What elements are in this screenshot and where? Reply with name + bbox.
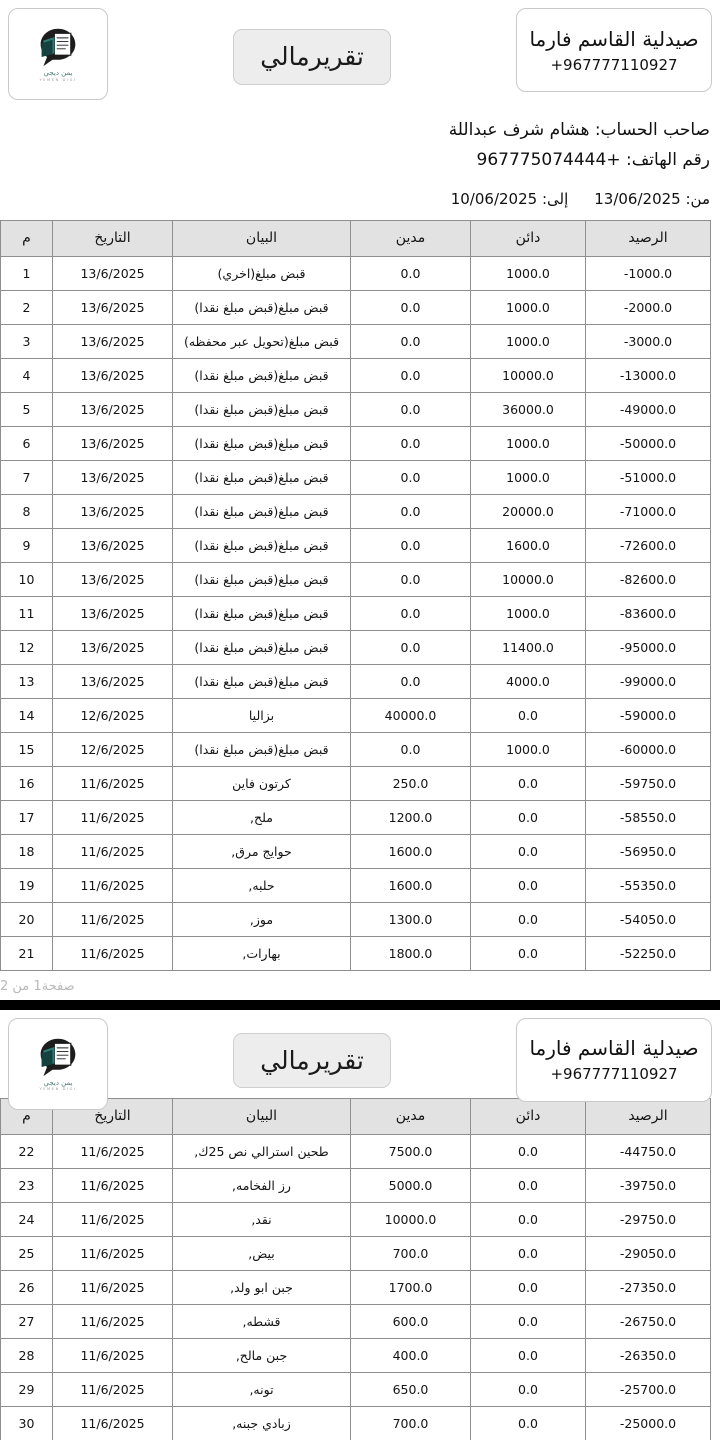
cell-balance: -27350.0: [586, 1270, 711, 1304]
cell-balance: -50000.0: [586, 426, 711, 460]
cell-debit: 0.0: [351, 528, 471, 562]
cell-description: قبض مبلغ(قبض مبلغ نقدا): [173, 732, 351, 766]
cell-debit: 0.0: [351, 290, 471, 324]
cell-debit: 400.0: [351, 1338, 471, 1372]
cell-index: 4: [1, 358, 53, 392]
col-header-index: م: [1, 220, 53, 256]
cell-credit: 36000.0: [471, 392, 586, 426]
report-page-2: [0, 1010, 720, 1440]
cell-credit: 0.0: [471, 834, 586, 868]
date-range: [0, 176, 720, 220]
cell-credit: 0.0: [471, 800, 586, 834]
ledger-body-page-2: [1, 1134, 711, 1440]
table-row: [1, 868, 711, 902]
table-row: [1, 698, 711, 732]
cell-description: قبض مبلغ(قبض مبلغ نقدا): [173, 358, 351, 392]
cell-index: 22: [1, 1134, 53, 1168]
cell-balance: -60000.0: [586, 732, 711, 766]
cell-balance: -49000.0: [586, 392, 711, 426]
cell-debit: 0.0: [351, 460, 471, 494]
cell-description: قبض مبلغ(اخري): [173, 256, 351, 290]
cell-credit: 10000.0: [471, 562, 586, 596]
table-row: [1, 664, 711, 698]
cell-description: قبض مبلغ(قبض مبلغ نقدا): [173, 426, 351, 460]
page-title: تقريرمالي: [233, 29, 391, 85]
cell-credit: 1000.0: [471, 256, 586, 290]
table-header-row: [1, 220, 711, 256]
cell-description: قبض مبلغ(قبض مبلغ نقدا): [173, 528, 351, 562]
cell-debit: 0.0: [351, 596, 471, 630]
cell-credit: 4000.0: [471, 664, 586, 698]
cell-description: حوايج مرق,: [173, 834, 351, 868]
cell-description: موز,: [173, 902, 351, 936]
col-header-debit: مدين: [351, 1098, 471, 1134]
cell-date: 13/6/2025: [53, 494, 173, 528]
cell-debit: 10000.0: [351, 1202, 471, 1236]
cell-debit: 0.0: [351, 664, 471, 698]
cell-credit: 0.0: [471, 1304, 586, 1338]
cell-date: 11/6/2025: [53, 800, 173, 834]
cell-index: 8: [1, 494, 53, 528]
cell-debit: 650.0: [351, 1372, 471, 1406]
cell-debit: 600.0: [351, 1304, 471, 1338]
cell-description: قبض مبلغ(قبض مبلغ نقدا): [173, 562, 351, 596]
cell-index: 30: [1, 1406, 53, 1440]
cell-debit: 1700.0: [351, 1270, 471, 1304]
cell-description: قبض مبلغ(قبض مبلغ نقدا): [173, 664, 351, 698]
cell-date: 11/6/2025: [53, 766, 173, 800]
page-number-label: صفحة1 من 2: [0, 978, 75, 994]
cell-date: 11/6/2025: [53, 834, 173, 868]
cell-credit: 0.0: [471, 868, 586, 902]
table-row: [1, 1236, 711, 1270]
cell-debit: 0.0: [351, 324, 471, 358]
cell-debit: 7500.0: [351, 1134, 471, 1168]
cell-description: بهارات,: [173, 936, 351, 970]
cell-credit: 20000.0: [471, 494, 586, 528]
table-row: [1, 528, 711, 562]
cell-balance: -51000.0: [586, 460, 711, 494]
cell-index: 20: [1, 902, 53, 936]
cell-description: ملح,: [173, 800, 351, 834]
account-info: [0, 100, 720, 176]
report-header: [0, 0, 720, 100]
cell-debit: 0.0: [351, 732, 471, 766]
cell-credit: 0.0: [471, 1372, 586, 1406]
col-header-credit: دائن: [471, 1098, 586, 1134]
cell-balance: -58550.0: [586, 800, 711, 834]
cell-description: قبض مبلغ(قبض مبلغ نقدا): [173, 460, 351, 494]
cell-debit: 1600.0: [351, 868, 471, 902]
cell-date: 11/6/2025: [53, 1406, 173, 1440]
cell-index: 21: [1, 936, 53, 970]
cell-index: 26: [1, 1270, 53, 1304]
cell-balance: -59750.0: [586, 766, 711, 800]
table-row: [1, 834, 711, 868]
table-row: [1, 596, 711, 630]
cell-balance: -56950.0: [586, 834, 711, 868]
cell-description: قبض مبلغ(قبض مبلغ نقدا): [173, 290, 351, 324]
cell-debit: 700.0: [351, 1406, 471, 1440]
cell-debit: 700.0: [351, 1236, 471, 1270]
cell-credit: 0.0: [471, 902, 586, 936]
cell-index: 19: [1, 868, 53, 902]
table-row: [1, 902, 711, 936]
cell-description: كرتون فاين: [173, 766, 351, 800]
cell-credit: 1000.0: [471, 324, 586, 358]
cell-balance: -26750.0: [586, 1304, 711, 1338]
table-row: [1, 936, 711, 970]
account-owner: صاحب الحساب: هشام شرف عبداللة: [448, 120, 710, 140]
table-row: [1, 1202, 711, 1236]
cell-description: قبض مبلغ(قبض مبلغ نقدا): [173, 392, 351, 426]
table-row: [1, 1372, 711, 1406]
cell-description: قبض مبلغ(قبض مبلغ نقدا): [173, 630, 351, 664]
cell-credit: 0.0: [471, 1270, 586, 1304]
cell-date: 13/6/2025: [53, 358, 173, 392]
cell-balance: -72600.0: [586, 528, 711, 562]
table-row: [1, 256, 711, 290]
cell-balance: -82600.0: [586, 562, 711, 596]
cell-balance: -26350.0: [586, 1338, 711, 1372]
cell-description: قبض مبلغ(قبض مبلغ نقدا): [173, 596, 351, 630]
date-range-from: من: 13/06/2025: [594, 189, 710, 208]
ledger-body-page-1: [1, 256, 711, 970]
cell-index: 17: [1, 800, 53, 834]
cell-description: جبن ابو ولد,: [173, 1270, 351, 1304]
page-separator: [0, 1000, 720, 1010]
cell-balance: -55350.0: [586, 868, 711, 902]
col-header-credit: دائن: [471, 220, 586, 256]
col-header-balance: الرصيد: [586, 1098, 711, 1134]
logo-caption: يمن ديجي: [43, 69, 73, 78]
shop-info-box: [516, 8, 712, 92]
report-header-2: [0, 1010, 720, 1098]
cell-index: 6: [1, 426, 53, 460]
cell-debit: 0.0: [351, 256, 471, 290]
cell-date: 11/6/2025: [53, 1134, 173, 1168]
cell-index: 18: [1, 834, 53, 868]
cell-date: 12/6/2025: [53, 698, 173, 732]
cell-index: 29: [1, 1372, 53, 1406]
ledger-table-page-2: [0, 1098, 711, 1440]
cell-credit: 0.0: [471, 1202, 586, 1236]
cell-credit: 0.0: [471, 698, 586, 732]
table-row: [1, 460, 711, 494]
cell-description: قبض مبلغ(تحويل عبر محفظه): [173, 324, 351, 358]
cell-description: قشطه,: [173, 1304, 351, 1338]
cell-index: 5: [1, 392, 53, 426]
page-title-2: تقريرمالي: [233, 1033, 391, 1089]
cell-index: 14: [1, 698, 53, 732]
cell-index: 15: [1, 732, 53, 766]
cell-credit: 0.0: [471, 1338, 586, 1372]
cell-balance: -59000.0: [586, 698, 711, 732]
cell-description: تونه,: [173, 1372, 351, 1406]
cell-balance: -25700.0: [586, 1372, 711, 1406]
cell-index: 16: [1, 766, 53, 800]
cell-credit: 1000.0: [471, 426, 586, 460]
cell-index: 2: [1, 290, 53, 324]
cell-index: 1: [1, 256, 53, 290]
cell-balance: -95000.0: [586, 630, 711, 664]
cell-date: 13/6/2025: [53, 562, 173, 596]
cell-index: 25: [1, 1236, 53, 1270]
logo-caption-sub: YEMEN DIGI: [39, 77, 77, 82]
cell-balance: -1000.0: [586, 256, 711, 290]
table-row: [1, 324, 711, 358]
account-phone: رقم الهاتف: +967775074444: [476, 149, 710, 170]
logo-caption: يمن ديجي: [43, 1078, 73, 1087]
cell-date: 11/6/2025: [53, 902, 173, 936]
table-row: [1, 800, 711, 834]
cell-date: 11/6/2025: [53, 1338, 173, 1372]
cell-description: طحين استرالي نص 25ك,: [173, 1134, 351, 1168]
cell-index: 27: [1, 1304, 53, 1338]
cell-index: 7: [1, 460, 53, 494]
table-row: [1, 1338, 711, 1372]
table-row: [1, 1304, 711, 1338]
cell-index: 13: [1, 664, 53, 698]
cell-date: 11/6/2025: [53, 1304, 173, 1338]
shop-name: صيدلية القاسم فارما: [529, 1036, 699, 1060]
cell-credit: 1000.0: [471, 596, 586, 630]
cell-date: 11/6/2025: [53, 868, 173, 902]
cell-description: جبن مالح,: [173, 1338, 351, 1372]
cell-balance: -99000.0: [586, 664, 711, 698]
cell-balance: -25000.0: [586, 1406, 711, 1440]
document-speech-logo-icon: [36, 26, 80, 68]
cell-date: 13/6/2025: [53, 664, 173, 698]
shop-phone: +967777110927: [550, 55, 678, 74]
shop-phone: +967777110927: [550, 1065, 678, 1083]
table-row: [1, 630, 711, 664]
shop-name: صيدلية القاسم فارما: [529, 26, 699, 51]
cell-date: 11/6/2025: [53, 1168, 173, 1202]
cell-index: 24: [1, 1202, 53, 1236]
cell-credit: 0.0: [471, 936, 586, 970]
cell-description: رز الفخامه,: [173, 1168, 351, 1202]
cell-date: 13/6/2025: [53, 256, 173, 290]
table-row: [1, 1168, 711, 1202]
logo-caption-sub: YEMEN DIGI: [39, 1087, 77, 1092]
cell-balance: -52250.0: [586, 936, 711, 970]
company-logo-box-2: [8, 1018, 108, 1110]
cell-date: 13/6/2025: [53, 460, 173, 494]
cell-date: 13/6/2025: [53, 630, 173, 664]
col-header-description: البيان: [173, 1098, 351, 1134]
table-row: [1, 562, 711, 596]
cell-date: 11/6/2025: [53, 1202, 173, 1236]
cell-date: 13/6/2025: [53, 426, 173, 460]
cell-balance: -3000.0: [586, 324, 711, 358]
cell-balance: -39750.0: [586, 1168, 711, 1202]
cell-debit: 1800.0: [351, 936, 471, 970]
cell-debit: 1200.0: [351, 800, 471, 834]
cell-credit: 1000.0: [471, 290, 586, 324]
cell-description: بيض,: [173, 1236, 351, 1270]
cell-credit: 0.0: [471, 1134, 586, 1168]
table-row: [1, 766, 711, 800]
col-header-debit: مدين: [351, 220, 471, 256]
cell-credit: 0.0: [471, 1168, 586, 1202]
cell-balance: -29050.0: [586, 1236, 711, 1270]
cell-debit: 0.0: [351, 494, 471, 528]
cell-description: نقد,: [173, 1202, 351, 1236]
cell-index: 3: [1, 324, 53, 358]
cell-debit: 0.0: [351, 392, 471, 426]
cell-credit: 1600.0: [471, 528, 586, 562]
ledger-table-page-1: [0, 220, 711, 971]
cell-debit: 0.0: [351, 562, 471, 596]
cell-balance: -83600.0: [586, 596, 711, 630]
cell-description: حلبه,: [173, 868, 351, 902]
cell-balance: -2000.0: [586, 290, 711, 324]
cell-index: 10: [1, 562, 53, 596]
cell-credit: 10000.0: [471, 358, 586, 392]
col-header-description: البيان: [173, 220, 351, 256]
cell-index: 12: [1, 630, 53, 664]
cell-description: بزاليا: [173, 698, 351, 732]
page-footer-1: [0, 971, 720, 1000]
cell-date: 13/6/2025: [53, 596, 173, 630]
cell-credit: 1000.0: [471, 460, 586, 494]
cell-debit: 250.0: [351, 766, 471, 800]
cell-debit: 0.0: [351, 358, 471, 392]
company-logo-box: [8, 8, 108, 100]
cell-date: 11/6/2025: [53, 936, 173, 970]
col-header-date: التاريخ: [53, 1098, 173, 1134]
table-row: [1, 1270, 711, 1304]
document-speech-logo-icon: [36, 1036, 80, 1078]
cell-credit: 1000.0: [471, 732, 586, 766]
cell-description: زبادي جبنه,: [173, 1406, 351, 1440]
cell-balance: -13000.0: [586, 358, 711, 392]
cell-index: 9: [1, 528, 53, 562]
cell-date: 13/6/2025: [53, 324, 173, 358]
cell-balance: -44750.0: [586, 1134, 711, 1168]
col-header-date: التاريخ: [53, 220, 173, 256]
cell-credit: 0.0: [471, 1236, 586, 1270]
table-row: [1, 494, 711, 528]
cell-description: قبض مبلغ(قبض مبلغ نقدا): [173, 494, 351, 528]
cell-credit: 0.0: [471, 1406, 586, 1440]
table-row: [1, 1406, 711, 1440]
table-row: [1, 290, 711, 324]
cell-debit: 0.0: [351, 630, 471, 664]
cell-debit: 1600.0: [351, 834, 471, 868]
cell-date: 11/6/2025: [53, 1270, 173, 1304]
cell-debit: 1300.0: [351, 902, 471, 936]
cell-debit: 5000.0: [351, 1168, 471, 1202]
col-header-index: م: [1, 1098, 53, 1134]
cell-index: 23: [1, 1168, 53, 1202]
table-row: [1, 732, 711, 766]
cell-date: 13/6/2025: [53, 290, 173, 324]
cell-date: 11/6/2025: [53, 1372, 173, 1406]
cell-balance: -54050.0: [586, 902, 711, 936]
cell-debit: 0.0: [351, 426, 471, 460]
cell-credit: 11400.0: [471, 630, 586, 664]
table-row: [1, 358, 711, 392]
cell-index: 11: [1, 596, 53, 630]
col-header-balance: الرصيد: [586, 220, 711, 256]
cell-date: 11/6/2025: [53, 1236, 173, 1270]
table-row: [1, 426, 711, 460]
table-row: [1, 1134, 711, 1168]
cell-date: 13/6/2025: [53, 392, 173, 426]
cell-balance: -71000.0: [586, 494, 711, 528]
date-range-to: إلى: 10/06/2025: [450, 189, 569, 208]
cell-date: 13/6/2025: [53, 528, 173, 562]
table-row: [1, 392, 711, 426]
shop-info-box-2: [516, 1018, 712, 1102]
cell-date: 12/6/2025: [53, 732, 173, 766]
cell-credit: 0.0: [471, 766, 586, 800]
cell-index: 28: [1, 1338, 53, 1372]
cell-balance: -29750.0: [586, 1202, 711, 1236]
cell-debit: 40000.0: [351, 698, 471, 732]
